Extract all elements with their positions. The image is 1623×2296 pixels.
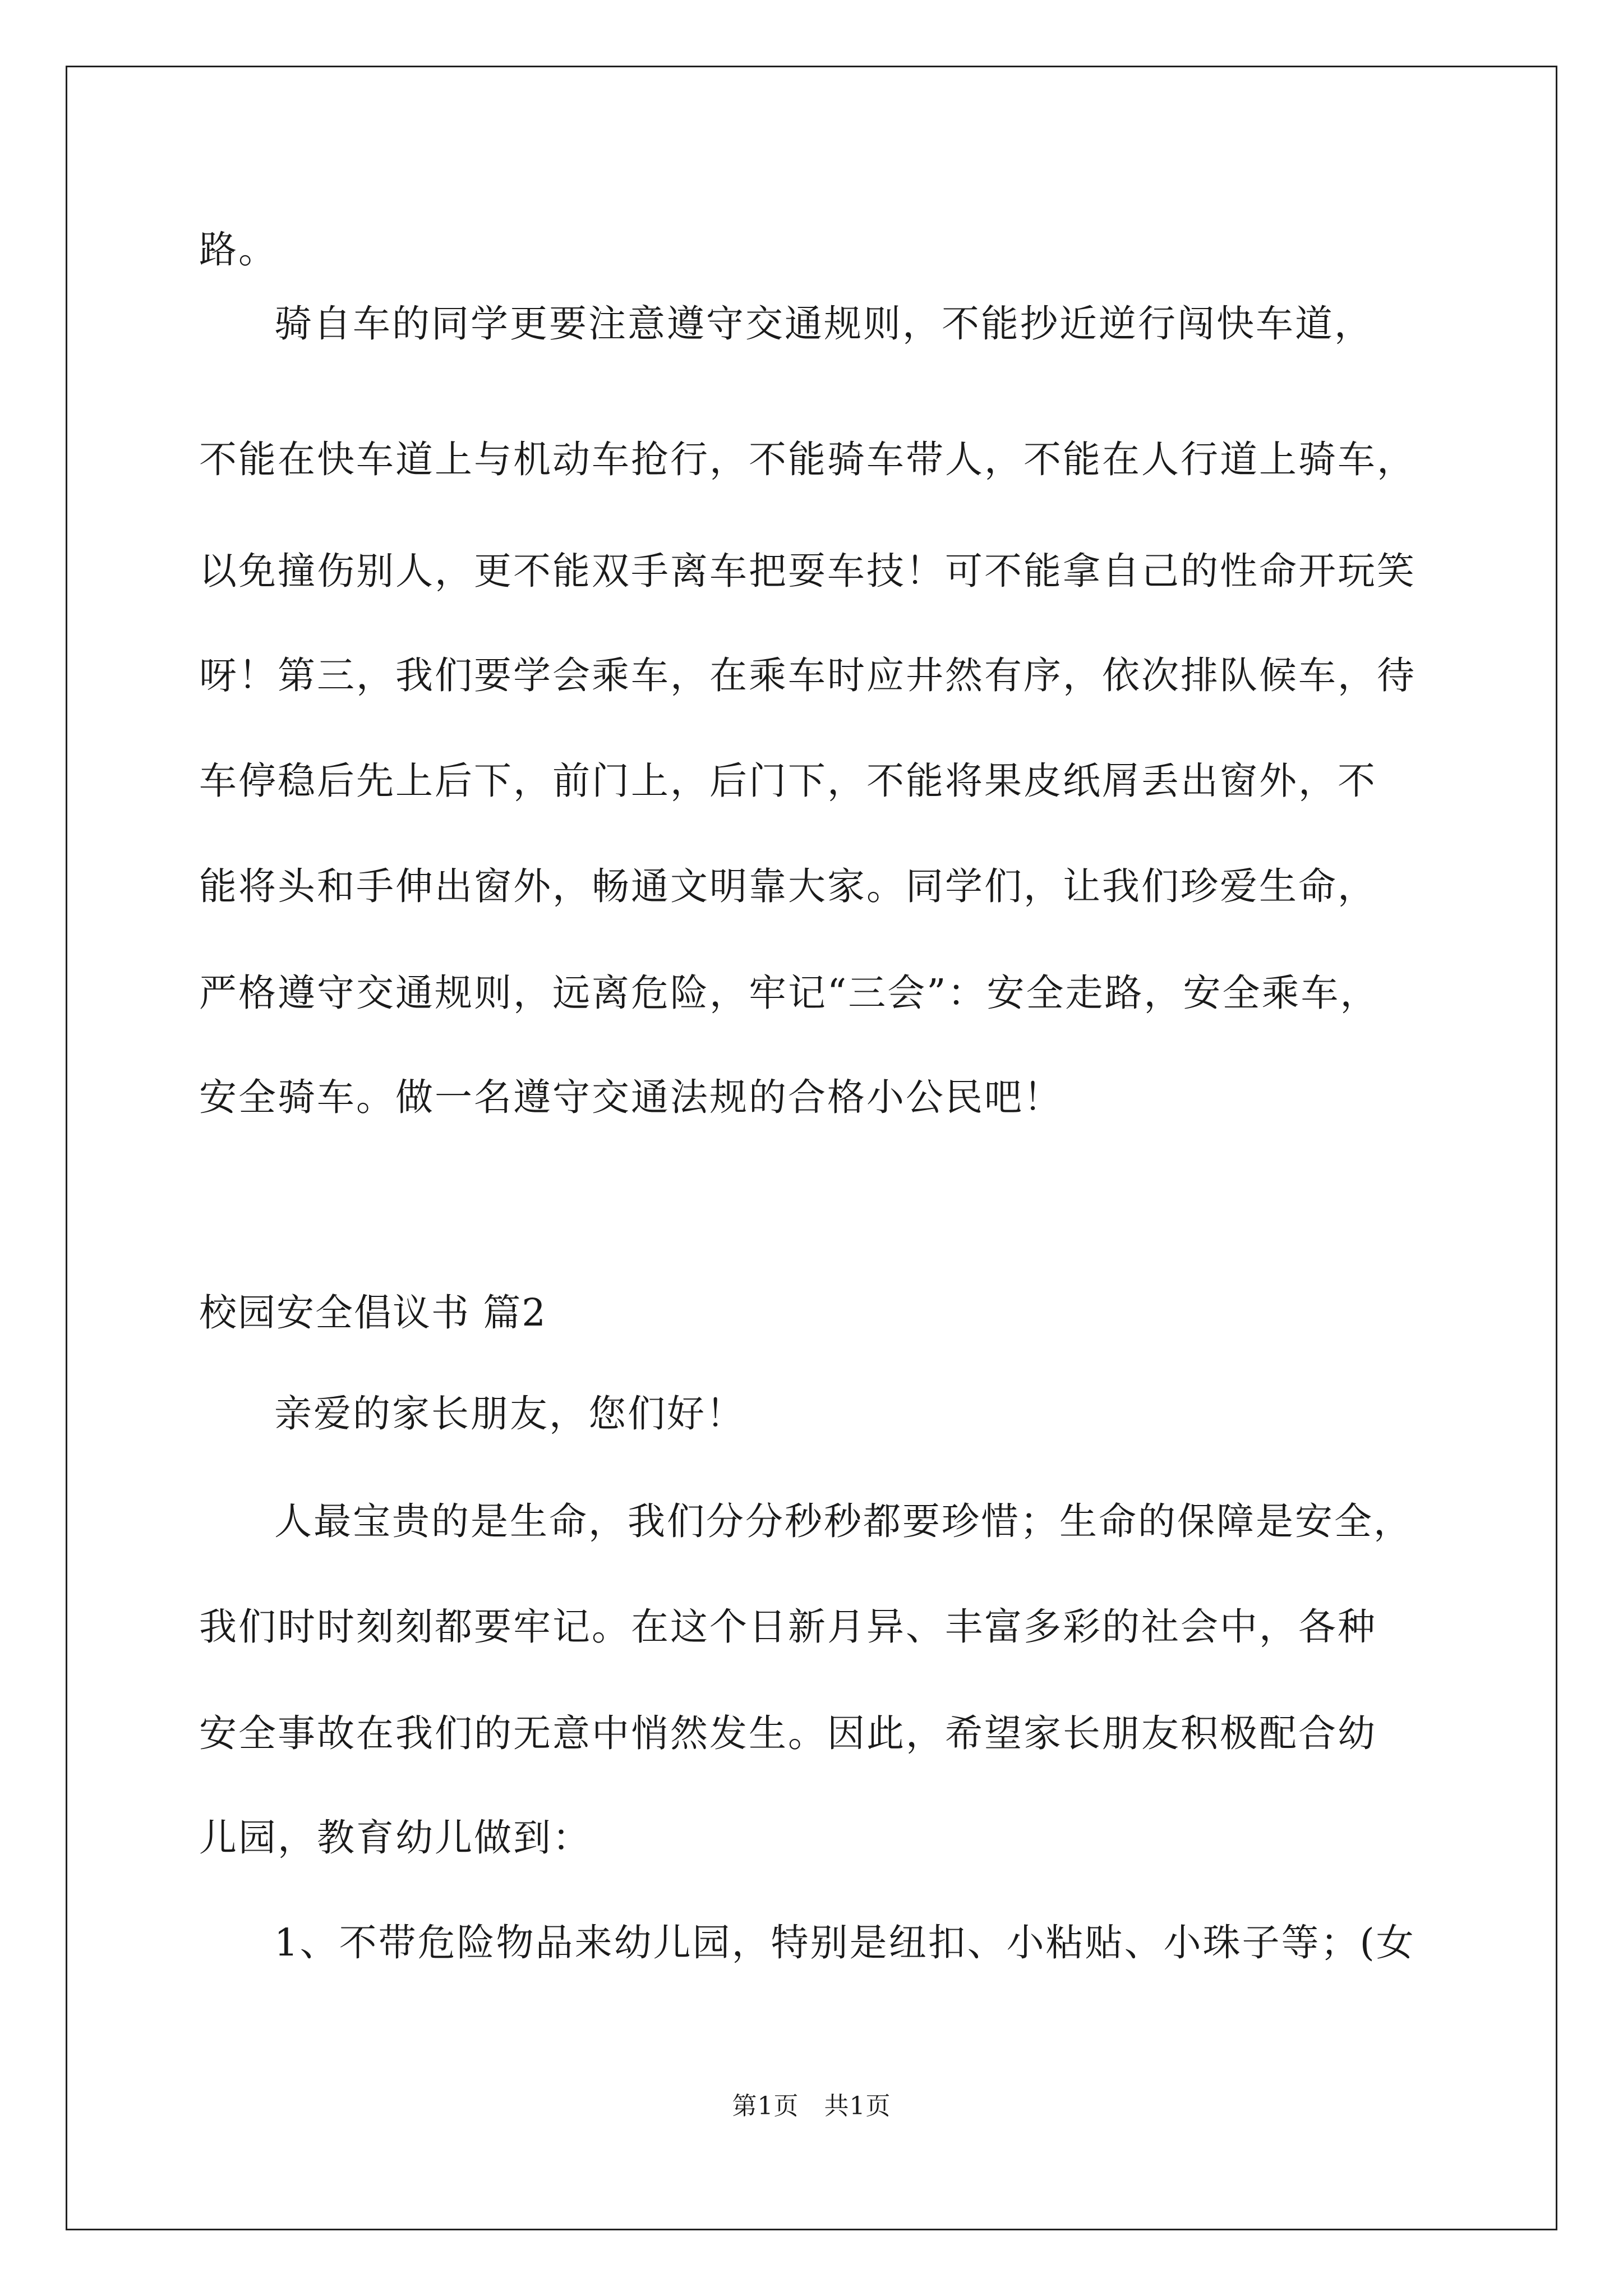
text-line: 呀！第三，我们要学会乘车，在乘车时应井然有序，依次排队候车，待 [199,654,1416,697]
text-line: 人最宝贵的是生命，我们分分秒秒都要珍惜；生命的保障是安全， [274,1499,1413,1543]
text-line: 车停稳后先上后下，前门上，后门下，不能将果皮纸屑丢出窗外，不 [199,759,1377,803]
text-line: 严格遵守交通规则，远离危险，牢记“三会”：安全走路，安全乘车， [199,971,1380,1015]
text-line: 不能在快车道上与机动车抢行，不能骑车带人，不能在人行道上骑车， [199,438,1416,481]
text-line: 骑自车的同学更要注意遵守交通规则，不能抄近逆行闯快车道， [274,302,1373,346]
text-line: 儿园，教育幼儿做到： [199,1816,592,1860]
page-frame [66,66,1557,2230]
text-line: 安全骑车。做一名遵守交通法规的合格小公民吧！ [199,1075,1063,1119]
greeting-line: 亲爱的家长朋友，您们好！ [274,1392,745,1435]
text-line: 我们时时刻刻都要牢记。在这个日新月异、丰富多彩的社会中，各种 [199,1605,1377,1649]
page-number-footer: 第1页 共1页 [732,2092,891,2120]
text-line: 1、不带危险物品来幼儿园，特别是纽扣、小粘贴、小珠子等；(女 [274,1921,1415,1964]
text-line: 路。 [199,228,278,272]
section-heading: 校园安全倡议书 篇2 [199,1291,547,1335]
text-line: 安全事故在我们的无意中悄然发生。因此，希望家长朋友积极配合幼 [199,1711,1377,1755]
text-line: 以免撞伤别人，更不能双手离车把耍车技！可不能拿自己的性命开玩笑 [199,549,1416,593]
text-line: 能将头和手伸出窗外，畅通文明靠大家。同学们，让我们珍爱生命， [199,864,1377,908]
